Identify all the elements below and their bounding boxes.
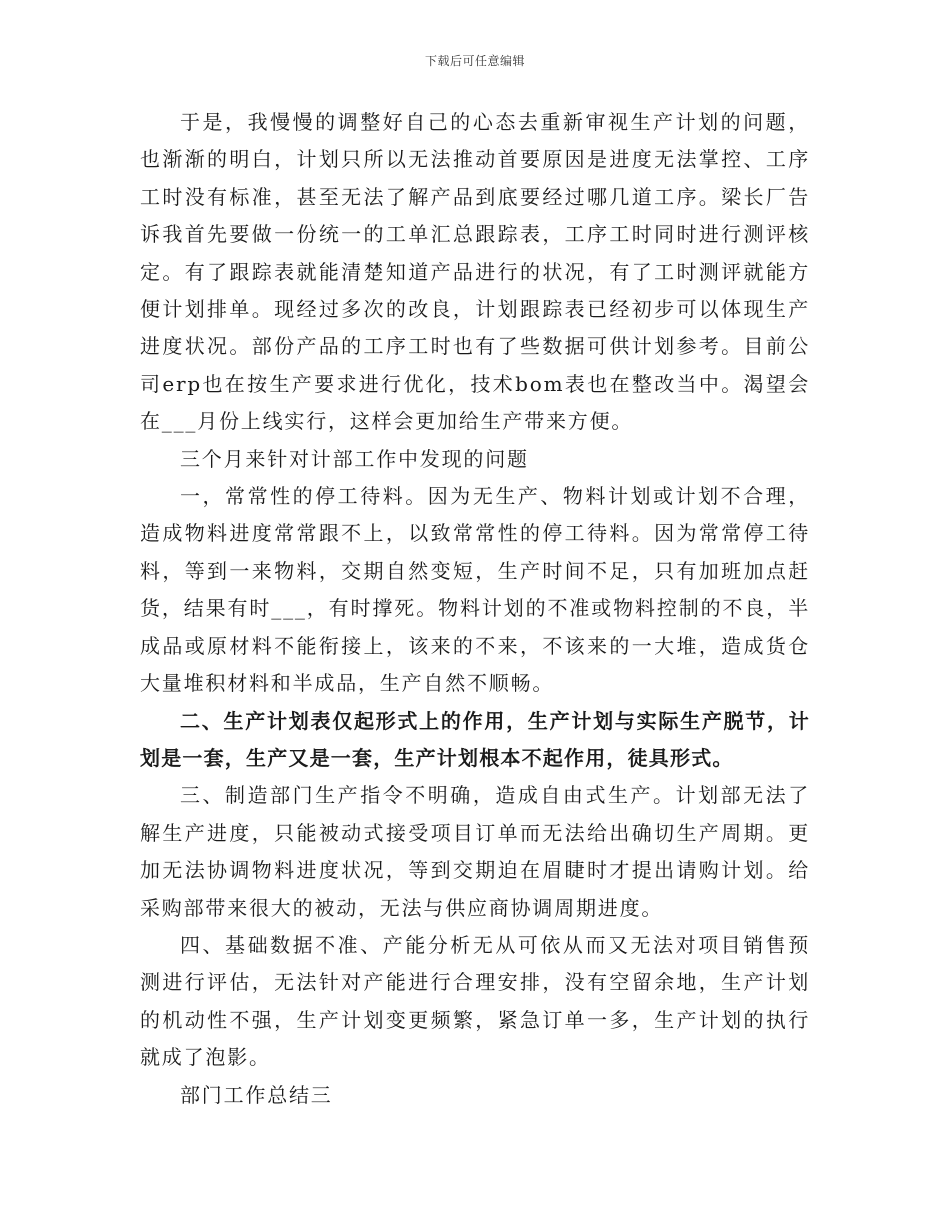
section-heading-summary-three: 部门工作总结三 xyxy=(180,1082,333,1107)
paragraph-problem-four: 四、基础数据不准、产能分析无从可依从而又无法对项目销售预测进行评估，无法针对产能进行合理安排，没有空留余地，生产计划的机动性不强，生产计划变更频繁，紧急订单一多，生产计划的执行就成了泡影。 xyxy=(140,932,810,1070)
paragraph-problem-three: 三、制造部门生产指令不明确，造成自由式生产。计划部无法了解生产进度，只能被动式接受项目订单而无法给出确切生产周期。更加无法协调物料进度状况，等到交期迫在眉睫时才提出请购计划。给采购部带来很大的被动，无法与供应商协调周期进度。 xyxy=(140,783,810,920)
paragraph-problem-one: 一，常常性的停工待料。因为无生产、物料计划或计划不合理，造成物料进度常常跟不上，以致常常性的停工待料。因为常常停工待料，等到一来物料，交期自然变短，生产时间不足，只有加班加点赶货，结果有时___，有时撑死。物料计划的不准或物料控制的不良，半成品或原材料不能衔接上，该来的不来，不该来的一大堆，造成货仓大量堆积材料和半成品，生产自然不顺畅。 xyxy=(140,484,810,696)
paragraph-problem-two: 二、生产计划表仅起形式上的作用，生产计划与实际生产脱节，计划是一套，生产又是一套，生产计划根本不起作用，徒具形式。 xyxy=(140,708,810,770)
document-body xyxy=(140,104,810,1114)
paragraph-progress-tracking: 于是，我慢慢的调整好自己的心态去重新审视生产计划的问题，也渐渐的明白，计划只所以无法推动首要原因是进度无法掌控、工序工时没有标准，甚至无法了解产品到底要经过哪几道工序。梁长厂告诉我首先要做一份统一的工单汇总跟踪表，工序工时同时进行测评核定。有了跟踪表就能清楚知道产品进行的状况，有了工时测评就能方便计划排单。现经过多次的改良，计划跟踪表已经初步可以体现生产进度状况。部份产品的工序工时也有了些数据可供计划参考。目前公司erp也在按生产要求进行优化，技术bom表也在整改当中。渴望会在___月份上线实行，这样会更加给生产带来方便。 xyxy=(140,110,810,434)
page-header: 下载后可任意编辑 xyxy=(424,54,525,68)
section-heading-problems: 三个月来针对计部工作中发现的问题 xyxy=(180,446,529,471)
